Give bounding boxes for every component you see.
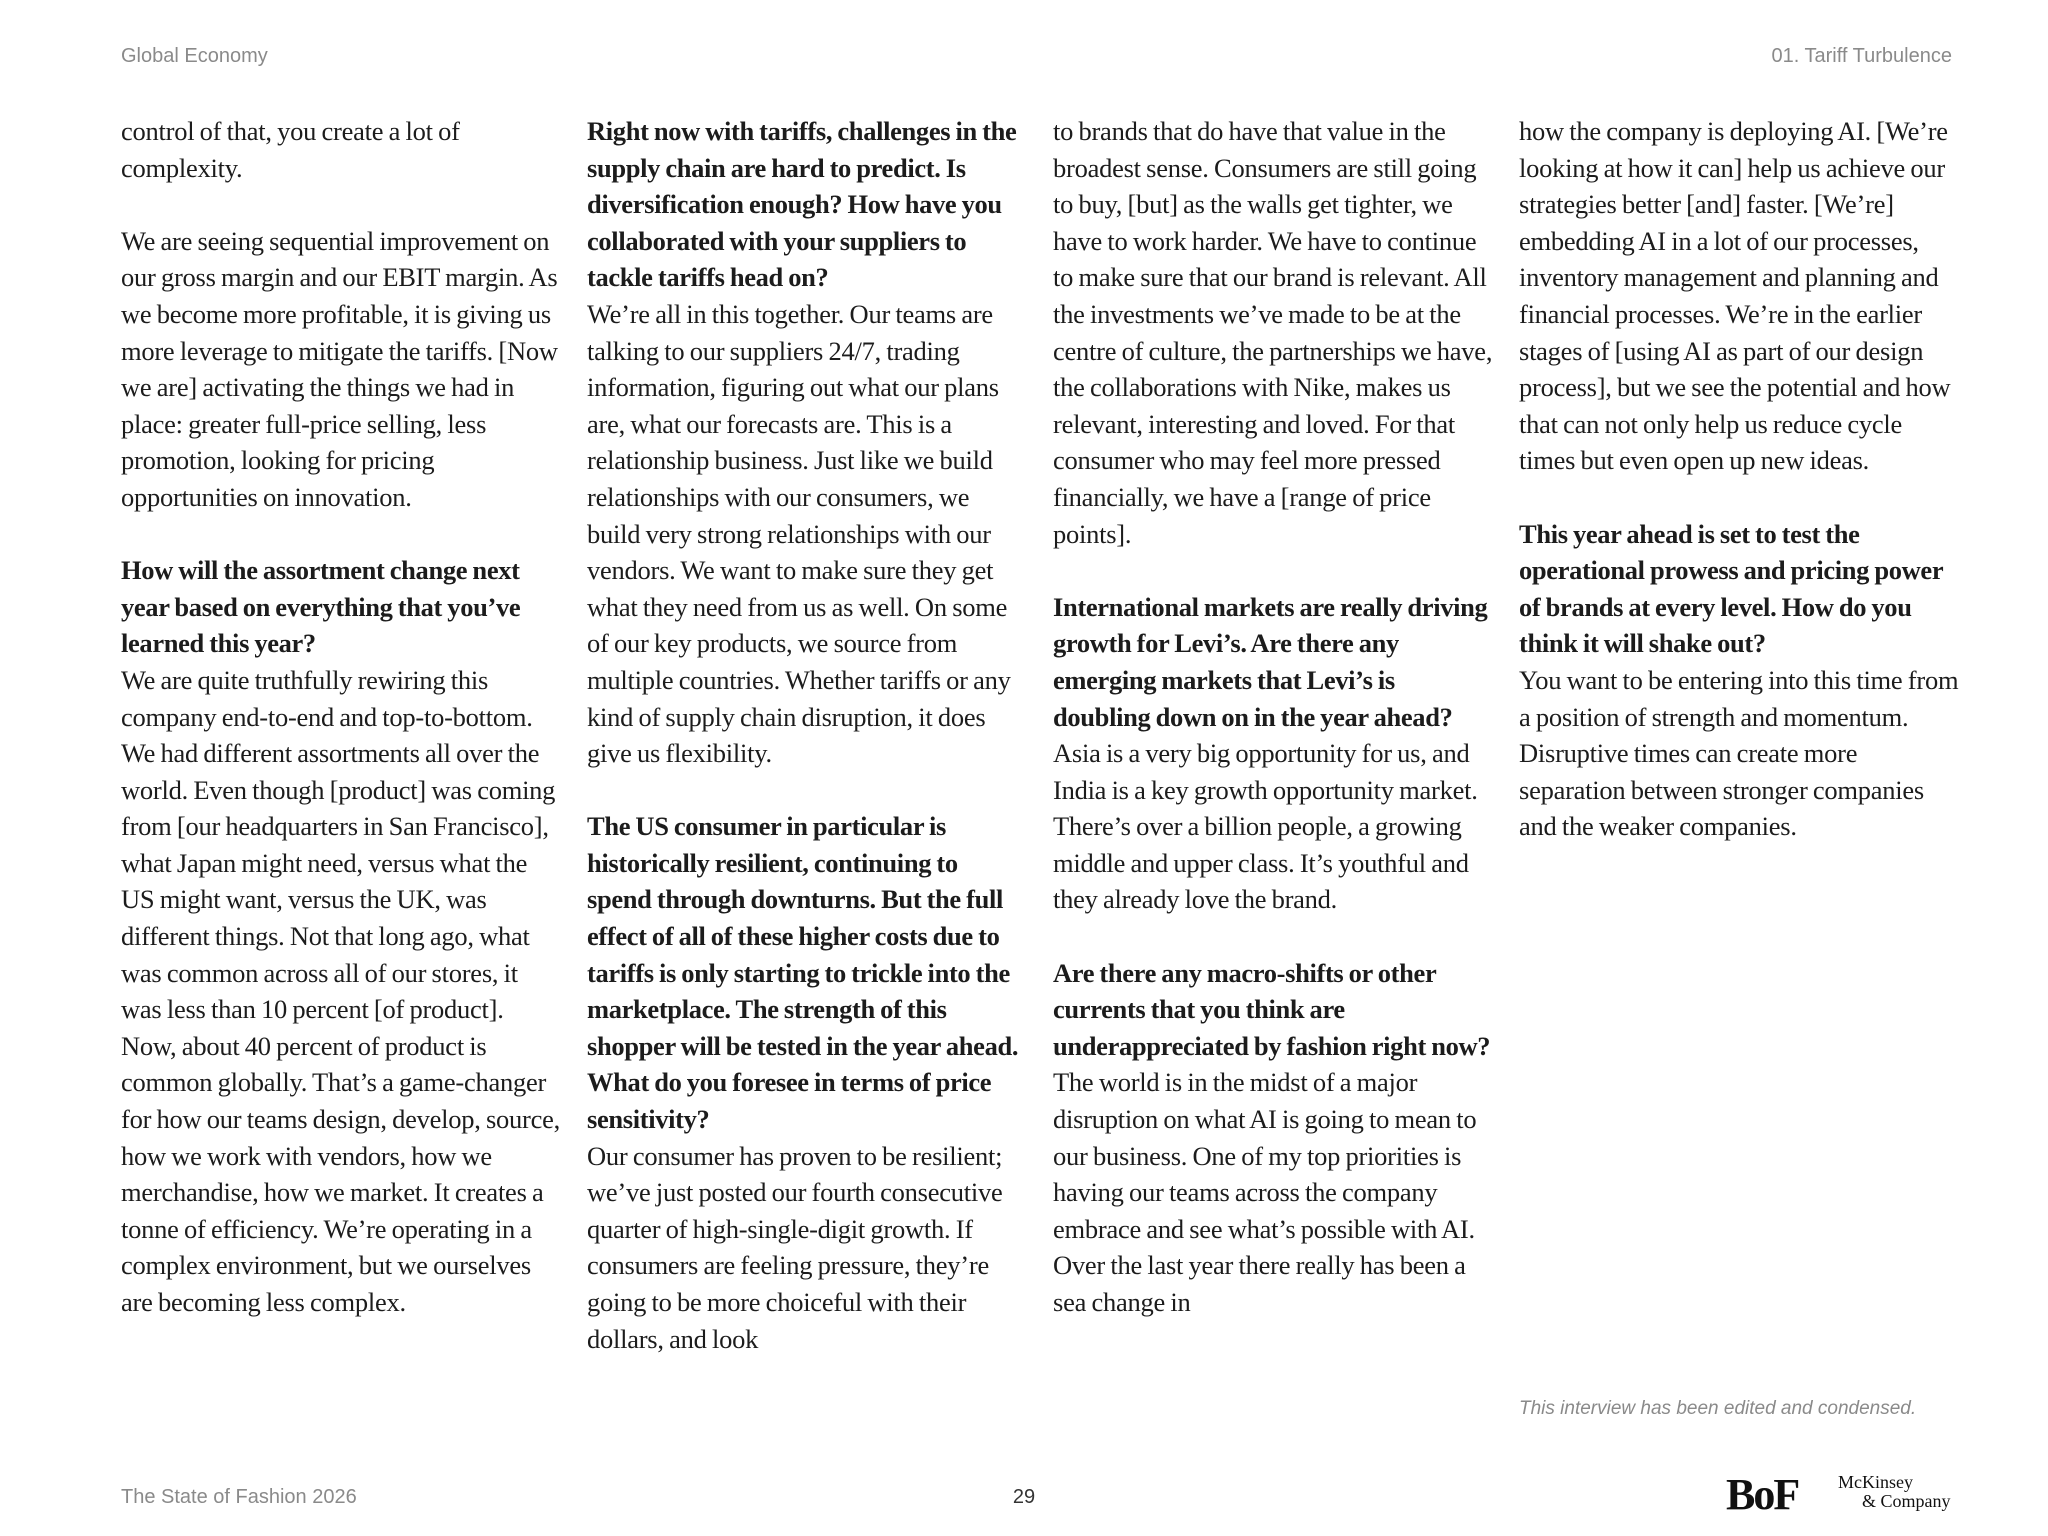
answer-paragraph: We’re all in this together. Our teams are talking to our suppliers 24/7, trading information, figuring out what our plans are, what our forecasts are. This is a relationship business. Just like we build relationships with our consumers, we build very strong relationships with our vendors. We want to make sure they get what they need from us as well. On some of our key products, we source from multiple countries. Whether tariffs or any kind of supply chain disruption, it does give us flexibility. [587, 298, 1011, 769]
mckinsey-logo [1838, 1473, 1951, 1511]
answer-paragraph: We are seeing sequential improvement on our gross margin and our EBIT margin. As we become more profitable, it is giving us more leverage to mitigate the tariffs. [Now we are] activating the things we had in place: greater full-price selling, less promotion, looking for pricing opportunities on innovation. [121, 225, 558, 512]
answer-paragraph: control of that, you create a lot of complexity. [121, 116, 460, 183]
text-column-3 [1053, 113, 1493, 1321]
answer-paragraph: Our consumer has proven to be resilient; we’ve just posted our fourth consecutive quarter of high-single-digit growth. If consumers are feeling pressure, they’re going to be more choiceful with their dollars, and look [587, 1140, 1003, 1354]
answer-paragraph: You want to be entering into this time from a position of strength and momentum. Disruptive times can create more separation between stronger companies and the weaker companies. [1519, 664, 1959, 842]
interview-question: Right now with tariffs, challenges in the supply chain are hard to predict. Is diversification enough? How have you collaborated with your suppliers to tackle tariffs head on? [587, 116, 1017, 293]
text-column-4 [1519, 113, 1959, 845]
answer-paragraph: The world is in the midst of a major disruption on what AI is going to mean to our business. One of my top priorities is having our teams across the company embrace and see what’s possible with AI. Over the last year there really has been a sea change in [1053, 1067, 1477, 1317]
interview-question: International markets are really driving growth for Levi’s. Are there any emerging markets that Levi’s is doubling down on in the year ahead? [1053, 591, 1488, 732]
section-label: Global Economy [121, 45, 268, 67]
mckinsey-logo-line2: & Company [1862, 1491, 1951, 1511]
interview-question: This year ahead is set to test the operational prowess and pricing power of brands at every level. How do you think it will shake out? [1519, 518, 1943, 659]
answer-paragraph: how the company is deploying AI. [We’re looking at how it can] help us achieve our strategies better [and] faster. [We’re] embedding AI in a lot of our processes, inventory management and planning and financial processes. We’re in the earlier stages of [using AI as part of our design process], but we see the potential and how that can not only help us reduce cycle times but even open up new ideas. [1519, 116, 1951, 476]
text-column-2 [587, 113, 1027, 1357]
answer-paragraph: Asia is a very big opportunity for us, and India is a key growth opportunity market. There’s over a billion people, a growing middle and upper class. It’s youthful and they already love the brand. [1053, 738, 1478, 915]
answer-paragraph: to brands that do have that value in the broadest sense. Consumers are still going to buy, [but] as the walls get tighter, we have to work harder. We have to continue to make sure that our brand is relevant. All the investments we’ve made to be at the centre of culture, the partnerships we have, the collaborations with Nike, makes us relevant, interesting and loved. For that consumer who may feel more pressed financially, we have a [range of price points]. [1053, 116, 1493, 549]
publication-title: The State of Fashion 2026 [121, 1486, 357, 1508]
interview-question: Are there any macro-shifts or other currents that you think are underappreciated by fashion right now? [1053, 957, 1491, 1061]
bof-logo: BoF [1726, 1470, 1799, 1519]
answer-paragraph: We are quite truthfully rewiring this company end-to-end and top-to-bottom. We had different assortments all over the world. Even though [product] was coming from [our headquarters in San Francisco], what Japan might need, versus what the US might want, versus the UK, was different things. Not that long ago, what was common across all of our stores, it was less than 10 percent [of product]. Now, about 40 percent of product is common globally. That’s a game-changer for how our teams design, develop, source, how we work with vendors, how we merchandise, how we market. It creates a tonne of efficiency. We’re operating in a complex environment, but we ourselves are becoming less complex. [121, 664, 561, 1317]
mckinsey-logo-line1: McKinsey [1838, 1472, 1913, 1492]
page-number: 29 [1012, 1486, 1036, 1508]
editorial-note: This interview has been edited and condensed. [1519, 1398, 1917, 1419]
interview-question: How will the assortment change next year based on everything that you’ve learned this year? [121, 555, 521, 659]
interview-question: The US consumer in particular is historically resilient, continuing to spend through downturns. But the full effect of all of these higher costs due to tariffs is only starting to trickle into the marketplace. The strength of this shopper will be tested in the year ahead. What do you foresee in terms of price sensitivity? [587, 811, 1019, 1135]
text-column-1 [121, 113, 561, 1321]
chapter-label: 01. Tariff Turbulence [1771, 45, 1952, 67]
